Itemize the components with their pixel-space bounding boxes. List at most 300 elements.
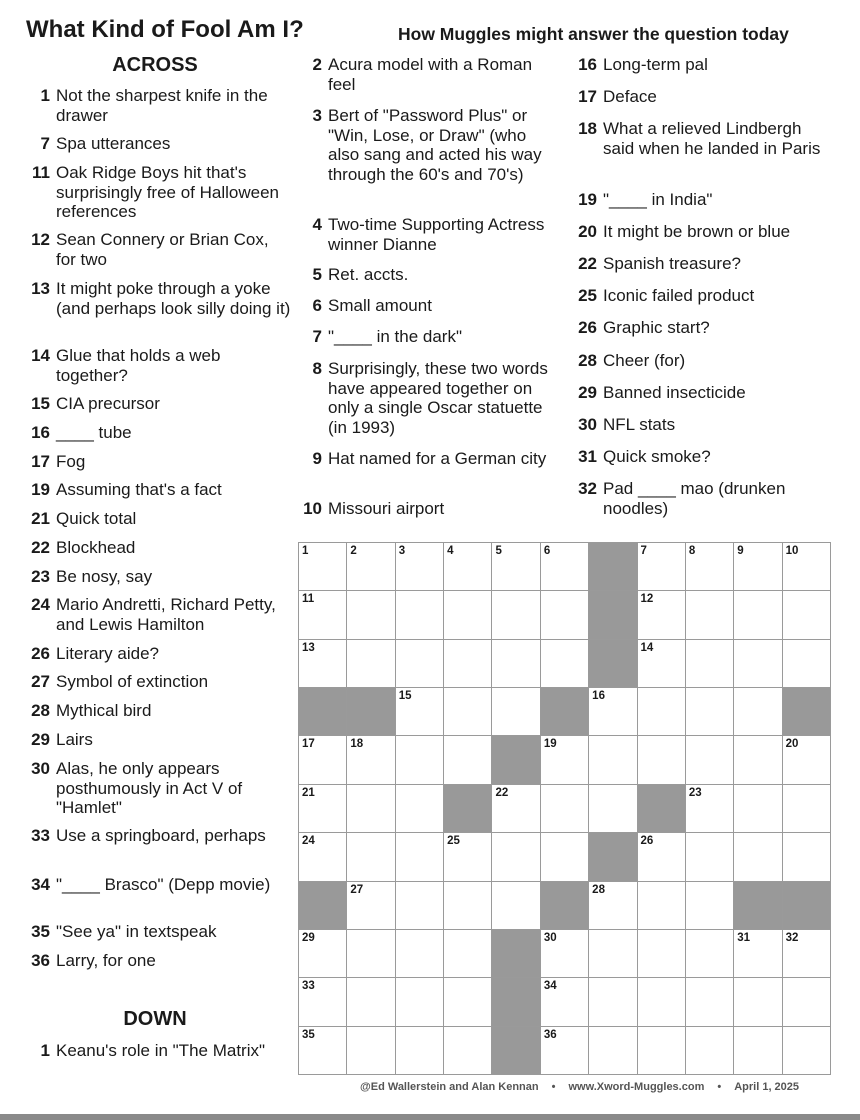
clue-number: 11 xyxy=(32,163,50,182)
cell-number: 5 xyxy=(495,545,502,557)
grid-cell[interactable] xyxy=(734,688,782,736)
grid-cell[interactable] xyxy=(347,785,395,833)
clue-down-31[interactable] xyxy=(573,447,835,467)
grid-cell[interactable] xyxy=(783,736,831,784)
grid-block xyxy=(783,882,831,930)
grid-cell[interactable] xyxy=(541,640,589,688)
clue-number: 26 xyxy=(31,644,50,663)
grid-block xyxy=(347,688,395,736)
grid-cell[interactable] xyxy=(638,930,686,978)
grid-block xyxy=(589,833,637,881)
grid-cell[interactable] xyxy=(299,1027,347,1075)
cell-number: 27 xyxy=(350,883,364,896)
clue-text: Blockhead xyxy=(56,538,136,557)
cell-number: 14 xyxy=(640,641,654,654)
grid-cell[interactable] xyxy=(492,882,540,930)
grid-cell[interactable] xyxy=(299,543,347,591)
grid-cell[interactable] xyxy=(638,543,686,591)
grid-cell[interactable] xyxy=(638,978,686,1026)
cell-number: 31 xyxy=(737,931,751,944)
clue-text: Bert of "Password Plus" or "Win, Lose, or Draw" (who also sang and acted his way through the 60's and 70's) xyxy=(328,106,542,184)
clue-number: 35 xyxy=(31,922,50,941)
clue-text: Not the sharpest knife in the drawer xyxy=(56,86,268,125)
grid-cell[interactable] xyxy=(444,882,492,930)
clue-number: 10 xyxy=(303,499,322,518)
clue-across-26[interactable] xyxy=(26,644,291,664)
cell-number: 4 xyxy=(447,545,454,557)
grid-cell[interactable] xyxy=(396,1027,444,1075)
clue-down-28[interactable] xyxy=(573,351,835,371)
grid-block xyxy=(589,543,637,591)
grid-cell[interactable] xyxy=(686,688,734,736)
grid-cell[interactable] xyxy=(734,640,782,688)
clue-text: Sean Connery or Brian Cox, for two xyxy=(56,230,269,269)
clue-number: 34 xyxy=(31,875,50,894)
cell-number: 19 xyxy=(543,738,557,751)
footer-author: @Ed Wallerstein and Alan Kennan xyxy=(360,1081,539,1093)
grid-cell[interactable] xyxy=(444,833,492,881)
clue-down-18[interactable] xyxy=(573,119,835,158)
clue-across-15[interactable] xyxy=(26,394,291,414)
clue-text: Literary aide? xyxy=(56,644,160,663)
grid-cell[interactable] xyxy=(396,978,444,1026)
grid-cell[interactable] xyxy=(638,688,686,736)
clue-number: 17 xyxy=(578,87,597,106)
grid-cell[interactable] xyxy=(783,785,831,833)
grid-cell[interactable] xyxy=(734,1027,782,1075)
clue-text: Glue that holds a web together? xyxy=(56,346,221,385)
clue-text: Deface xyxy=(603,87,657,106)
clue-number: 14 xyxy=(31,346,50,365)
clue-down-22[interactable] xyxy=(573,254,835,274)
grid-cell[interactable] xyxy=(396,930,444,978)
cell-number: 3 xyxy=(398,545,406,557)
grid-block xyxy=(299,688,347,736)
grid-block xyxy=(492,978,540,1026)
clue-down-2[interactable] xyxy=(298,55,560,94)
clue-text: Acura model with a Roman feel xyxy=(328,55,533,94)
grid-cell[interactable] xyxy=(299,833,347,881)
grid-block xyxy=(638,785,686,833)
clue-down-32[interactable] xyxy=(573,479,835,518)
grid-block xyxy=(444,785,492,833)
clue-across-33[interactable] xyxy=(26,826,291,846)
cell-number: 18 xyxy=(350,738,364,751)
clue-down-8[interactable] xyxy=(298,359,560,437)
cell-number: 6 xyxy=(543,545,551,557)
clue-down-10[interactable] xyxy=(298,499,560,519)
grid-cell[interactable] xyxy=(444,688,492,736)
clue-text: Banned insecticide xyxy=(603,383,746,402)
grid-cell[interactable] xyxy=(396,833,444,881)
grid-cell[interactable] xyxy=(541,591,589,639)
clue-down-4[interactable] xyxy=(298,215,560,254)
clue-down-29[interactable] xyxy=(573,383,835,403)
grid-cell[interactable] xyxy=(734,736,782,784)
grid-cell[interactable] xyxy=(396,640,444,688)
cell-number: 20 xyxy=(785,738,799,751)
cell-number: 9 xyxy=(737,545,744,557)
cell-number: 33 xyxy=(302,980,315,993)
cell-number: 36 xyxy=(543,1028,557,1041)
clue-down-9[interactable] xyxy=(298,449,560,469)
clue-text: Spa utterances xyxy=(56,134,171,153)
clue-number: 30 xyxy=(31,759,50,778)
grid-cell[interactable] xyxy=(686,543,734,591)
grid-cell[interactable] xyxy=(444,640,492,688)
clue-text: Long-term pal xyxy=(603,55,708,74)
grid-cell[interactable] xyxy=(492,640,540,688)
grid-cell[interactable] xyxy=(686,640,734,688)
cell-number: 32 xyxy=(785,931,799,944)
clue-text: Be nosy, say xyxy=(56,567,153,586)
grid-cell[interactable] xyxy=(444,978,492,1026)
cell-number: 34 xyxy=(543,980,557,993)
clue-number: 36 xyxy=(31,951,50,970)
grid-cell[interactable] xyxy=(783,640,831,688)
clue-text: Missouri airport xyxy=(328,499,445,518)
grid-cell[interactable] xyxy=(347,640,395,688)
clue-text: Oak Ridge Boys hit that's surprisingly free of Halloween references xyxy=(56,163,279,221)
clue-number: 20 xyxy=(578,222,597,241)
clue-down-7[interactable] xyxy=(298,327,560,347)
cell-number: 29 xyxy=(302,931,315,944)
clue-number: 1 xyxy=(40,1041,50,1060)
clue-number: 28 xyxy=(578,351,597,370)
grid-cell[interactable] xyxy=(734,978,782,1026)
grid-cell[interactable] xyxy=(541,930,589,978)
clue-across-27[interactable] xyxy=(26,672,291,692)
grid-cell[interactable] xyxy=(638,882,686,930)
cell-number: 25 xyxy=(447,835,460,848)
grid-cell[interactable] xyxy=(396,591,444,639)
clue-number: 24 xyxy=(31,595,50,614)
grid-block xyxy=(492,1027,540,1075)
clue-number: 9 xyxy=(312,449,322,468)
grid-cell[interactable] xyxy=(444,1027,492,1075)
clue-number: 30 xyxy=(578,415,597,434)
clue-text: Quick total xyxy=(56,509,137,528)
grid-cell[interactable] xyxy=(396,785,444,833)
clue-text: "____ in India" xyxy=(603,190,713,209)
grid-cell[interactable] xyxy=(589,785,637,833)
grid-cell[interactable] xyxy=(541,785,589,833)
grid-cell[interactable] xyxy=(734,591,782,639)
cell-number: 28 xyxy=(592,883,605,896)
clue-text: CIA precursor xyxy=(56,394,160,413)
clue-across-16[interactable] xyxy=(26,423,291,443)
grid-cell[interactable] xyxy=(299,930,347,978)
grid-cell[interactable] xyxy=(347,930,395,978)
clue-text: It might poke through a yoke (and perhaps look silly doing it) xyxy=(56,279,291,318)
puzzle-title: What Kind of Fool Am I? xyxy=(26,16,304,43)
clue-text: Symbol of extinction xyxy=(56,672,209,691)
clue-across-12[interactable] xyxy=(26,230,291,269)
grid-cell[interactable] xyxy=(541,736,589,784)
clue-across-22[interactable] xyxy=(26,538,291,558)
clue-across-23[interactable] xyxy=(26,567,291,587)
grid-cell[interactable] xyxy=(347,833,395,881)
clue-across-30[interactable] xyxy=(26,759,291,818)
grid-cell[interactable] xyxy=(686,930,734,978)
clue-number: 15 xyxy=(31,394,50,413)
clue-text: "____ in the dark" xyxy=(328,327,462,346)
clue-down-20[interactable] xyxy=(573,222,835,242)
clue-across-19[interactable] xyxy=(26,480,291,500)
cell-number: 17 xyxy=(302,738,315,751)
clue-number: 2 xyxy=(312,55,322,74)
clue-number: 26 xyxy=(578,318,597,337)
grid-cell[interactable] xyxy=(492,688,540,736)
clue-number: 7 xyxy=(40,134,50,153)
grid-cell[interactable] xyxy=(686,736,734,784)
page-bottom-bar xyxy=(0,1114,860,1120)
across-heading: ACROSS xyxy=(112,54,198,76)
grid-block xyxy=(734,882,782,930)
grid-cell[interactable] xyxy=(589,978,637,1026)
cell-number: 24 xyxy=(302,835,315,848)
grid-cell[interactable] xyxy=(638,640,686,688)
clue-number: 6 xyxy=(312,296,322,315)
clue-across-28[interactable] xyxy=(26,701,291,721)
clue-text: It might be brown or blue xyxy=(603,222,791,241)
clue-text: Surprisingly, these two words have appeared together on only a single Oscar statuette (in 1993) xyxy=(328,359,548,437)
grid-cell[interactable] xyxy=(444,736,492,784)
grid-cell[interactable] xyxy=(686,591,734,639)
grid-cell[interactable] xyxy=(396,736,444,784)
footer-separator: • xyxy=(717,1081,722,1093)
grid-cell[interactable] xyxy=(638,1027,686,1075)
grid-cell[interactable] xyxy=(396,543,444,591)
grid-cell[interactable] xyxy=(347,882,395,930)
grid-cell[interactable] xyxy=(492,785,540,833)
clue-across-21[interactable] xyxy=(26,509,291,529)
clue-number: 5 xyxy=(312,265,322,284)
grid-cell[interactable] xyxy=(686,785,734,833)
grid-cell[interactable] xyxy=(299,591,347,639)
cell-number: 23 xyxy=(688,786,702,799)
grid-cell[interactable] xyxy=(783,543,831,591)
cell-number: 11 xyxy=(302,593,315,606)
clue-down-1[interactable] xyxy=(26,1041,291,1061)
cell-number: 13 xyxy=(302,641,315,654)
cell-number: 8 xyxy=(688,545,696,557)
clue-text: Cheer (for) xyxy=(603,351,686,370)
clue-number: 13 xyxy=(31,279,50,298)
clue-across-7[interactable] xyxy=(26,134,291,154)
grid-cell[interactable] xyxy=(783,833,831,881)
clue-text: Graphic start? xyxy=(603,318,710,337)
clue-text: ____ tube xyxy=(56,423,132,442)
clue-across-17[interactable] xyxy=(26,452,291,472)
clue-down-3[interactable] xyxy=(298,106,560,184)
grid-cell[interactable] xyxy=(686,1027,734,1075)
grid-cell[interactable] xyxy=(783,930,831,978)
clue-across-29[interactable] xyxy=(26,730,291,750)
clue-number: 12 xyxy=(31,230,50,249)
grid-block xyxy=(492,930,540,978)
clue-number: 23 xyxy=(31,567,50,586)
grid-cell[interactable] xyxy=(589,1027,637,1075)
clue-number: 27 xyxy=(31,672,50,691)
cell-number: 26 xyxy=(640,835,654,848)
clue-number: 8 xyxy=(312,359,322,378)
clue-down-5[interactable] xyxy=(298,265,560,285)
clue-text: "____ Brasco" (Depp movie) xyxy=(56,875,271,894)
down-heading: DOWN xyxy=(123,1008,187,1030)
clue-down-17[interactable] xyxy=(573,87,835,107)
clue-across-36[interactable] xyxy=(26,951,291,971)
grid-cell[interactable] xyxy=(589,688,637,736)
grid-cell[interactable] xyxy=(541,543,589,591)
clue-text: Keanu's role in "The Matrix" xyxy=(56,1041,266,1060)
grid-cell[interactable] xyxy=(541,978,589,1026)
cell-number: 7 xyxy=(640,545,647,557)
grid-cell[interactable] xyxy=(686,882,734,930)
footer-website[interactable]: www.Xword-Muggles.com xyxy=(568,1081,705,1093)
grid-cell[interactable] xyxy=(783,978,831,1026)
clue-number: 19 xyxy=(31,480,50,499)
footer-separator: • xyxy=(551,1081,556,1093)
cell-number: 22 xyxy=(495,786,509,799)
cell-number: 30 xyxy=(543,931,557,944)
grid-cell[interactable] xyxy=(299,640,347,688)
clue-across-35[interactable] xyxy=(26,922,291,942)
clue-number: 22 xyxy=(31,538,50,557)
grid-cell[interactable] xyxy=(492,833,540,881)
clue-down-19[interactable] xyxy=(573,190,835,210)
puzzle-subtitle: How Muggles might answer the question today xyxy=(398,24,789,44)
grid-block xyxy=(589,591,637,639)
grid-cell[interactable] xyxy=(589,882,637,930)
clue-across-24[interactable] xyxy=(26,595,291,634)
grid-cell[interactable] xyxy=(492,591,540,639)
grid-cell[interactable] xyxy=(734,930,782,978)
clue-number: 1 xyxy=(40,86,50,105)
clue-text: Two-time Supporting Actress winner Dianne xyxy=(328,215,545,254)
clue-text: Hat named for a German city xyxy=(328,449,547,468)
grid-cell[interactable] xyxy=(638,833,686,881)
clue-text: Fog xyxy=(56,452,86,471)
clue-number: 33 xyxy=(31,826,50,845)
cell-number: 12 xyxy=(640,593,654,606)
clue-text: Iconic failed product xyxy=(603,286,755,305)
clue-across-1[interactable] xyxy=(26,86,291,125)
clue-down-6[interactable] xyxy=(298,296,560,316)
grid-block xyxy=(492,736,540,784)
clue-text: Larry, for one xyxy=(56,951,156,970)
clue-number: 18 xyxy=(578,119,597,138)
grid-block xyxy=(541,688,589,736)
clue-number: 16 xyxy=(578,55,597,74)
cell-number: 35 xyxy=(302,1028,315,1041)
clue-text: What a relieved Lindbergh said when he landed in Paris xyxy=(603,119,821,158)
clue-text: Use a springboard, perhaps xyxy=(56,826,266,845)
footer-date: April 1, 2025 xyxy=(734,1081,800,1093)
grid-cell[interactable] xyxy=(638,591,686,639)
clue-down-25[interactable] xyxy=(573,286,835,306)
grid-block xyxy=(541,882,589,930)
cell-number: 1 xyxy=(302,545,309,557)
grid-cell[interactable] xyxy=(734,833,782,881)
grid-cell[interactable] xyxy=(444,930,492,978)
grid-block xyxy=(783,688,831,736)
clue-number: 16 xyxy=(31,423,50,442)
grid-cell[interactable] xyxy=(734,785,782,833)
clue-text: "See ya" in textspeak xyxy=(56,922,217,941)
clue-text: Assuming that's a fact xyxy=(56,480,222,499)
clue-across-11[interactable] xyxy=(26,163,291,222)
clue-down-16[interactable] xyxy=(573,55,835,75)
grid-cell[interactable] xyxy=(686,978,734,1026)
clue-text: Small amount xyxy=(328,296,432,315)
clue-number: 29 xyxy=(31,730,50,749)
cell-number: 16 xyxy=(592,690,605,703)
grid-cell[interactable] xyxy=(492,543,540,591)
clue-text: Alas, he only appears posthumously in Act V of "Hamlet" xyxy=(56,759,243,817)
clue-across-34[interactable] xyxy=(26,875,291,895)
clue-across-13[interactable] xyxy=(26,279,291,318)
grid-cell[interactable] xyxy=(638,736,686,784)
grid-cell[interactable] xyxy=(589,736,637,784)
crossword-grid xyxy=(298,542,831,1075)
grid-cell[interactable] xyxy=(734,543,782,591)
cell-number: 15 xyxy=(398,690,412,703)
clue-text: Mario Andretti, Richard Petty, and Lewis Hamilton xyxy=(56,595,276,634)
clue-text: Quick smoke? xyxy=(603,447,711,466)
grid-block xyxy=(589,640,637,688)
grid-cell[interactable] xyxy=(299,978,347,1026)
grid-cell[interactable] xyxy=(541,833,589,881)
clue-text: Spanish treasure? xyxy=(603,254,741,273)
clue-text: Ret. accts. xyxy=(328,265,409,284)
clue-down-30[interactable] xyxy=(573,415,835,435)
clue-text: Lairs xyxy=(56,730,93,749)
clue-number: 3 xyxy=(312,106,322,125)
grid-cell[interactable] xyxy=(299,785,347,833)
clue-number: 32 xyxy=(578,479,597,498)
cell-number: 2 xyxy=(350,545,357,557)
grid-cell[interactable] xyxy=(396,882,444,930)
grid-cell[interactable] xyxy=(541,1027,589,1075)
grid-cell[interactable] xyxy=(347,543,395,591)
clue-number: 25 xyxy=(578,286,597,305)
clue-number: 21 xyxy=(31,509,50,528)
clue-number: 4 xyxy=(312,215,322,234)
grid-cell[interactable] xyxy=(299,736,347,784)
clue-text: NFL stats xyxy=(603,415,676,434)
grid-cell[interactable] xyxy=(444,591,492,639)
grid-cell[interactable] xyxy=(589,930,637,978)
clue-down-26[interactable] xyxy=(573,318,835,338)
grid-cell[interactable] xyxy=(347,591,395,639)
grid-cell[interactable] xyxy=(783,1027,831,1075)
clue-number: 7 xyxy=(312,327,322,346)
grid-cell[interactable] xyxy=(347,1027,395,1075)
grid-cell[interactable] xyxy=(347,736,395,784)
grid-cell[interactable] xyxy=(444,543,492,591)
cell-number: 21 xyxy=(302,786,315,799)
grid-cell[interactable] xyxy=(686,833,734,881)
clue-number: 28 xyxy=(31,701,50,720)
clue-number: 29 xyxy=(578,383,597,402)
grid-cell[interactable] xyxy=(347,978,395,1026)
clue-across-14[interactable] xyxy=(26,346,291,385)
cell-number: 10 xyxy=(785,545,799,557)
grid-cell[interactable] xyxy=(396,688,444,736)
grid-cell[interactable] xyxy=(783,591,831,639)
clue-number: 22 xyxy=(578,254,597,273)
